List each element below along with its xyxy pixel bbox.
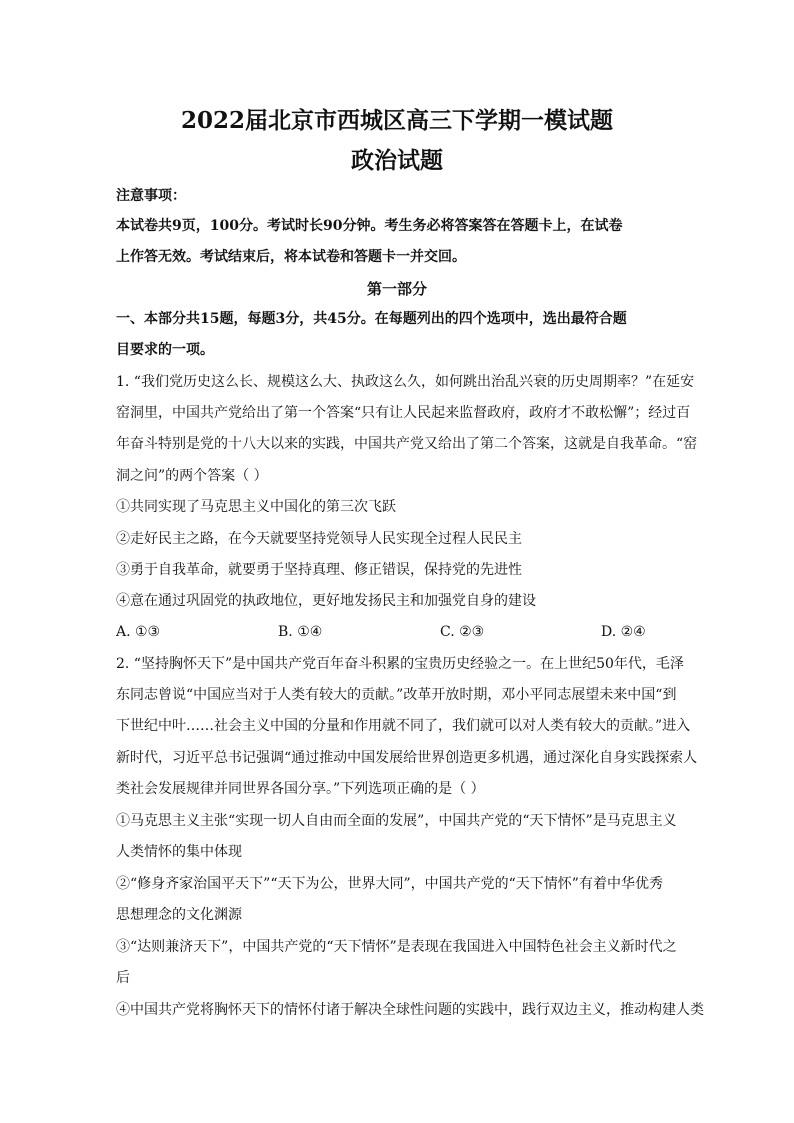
question-item: ③勇于自我革命，就要勇于坚持真理、修正错误，保持党的先进性 [116,562,522,578]
question-item: 后 [116,970,130,986]
question-text: 新时代，习近平总书记强调“通过推动中国发展给世界创造更多机遇，通过深化自身实践探索人 [116,750,698,766]
section-intro: 一、本部分共15题，每题3分，共45分。在每题列出的四个选项中，选出最符合题 [116,311,627,327]
question-text: 东同志曾说“中国应当对于人类有较大的贡献。”改革开放时期，邓小平同志展望未来中国“到 [116,687,677,703]
question-item: ②“修身齐家治国平天下”“天下为公，世界大同”，中国共产党的“天下情怀”有着中华优秀 [116,876,663,892]
question-item: 人类情怀的集中体现 [116,844,242,860]
question-item: ①马克思主义主张“实现一切人自由而全面的发展”，中国共产党的“天下情怀”是马克思主义 [116,813,677,829]
question-text: 类社会发展规律并同世界各国分享。”下列选项正确的是（ ） [116,781,485,797]
notice-line: 上作答无效。考试结束后，将本试卷和答题卡一并交回。 [116,249,466,265]
choice-c: C. ②③ [440,624,485,640]
question-text: 下世纪中叶……社会主义中国的分量和作用就不同了，我们就可以对人类有较大的贡献。”进入 [116,718,691,734]
question-item: ④中国共产党将胸怀天下的情怀付诸于解决全球性问题的实践中，践行双边主义，推动构建人类 [116,1002,704,1018]
question-text: 年奋斗特别是党的十八大以来的实践，中国共产党又给出了第二个答案，这就是自我革命。“窑 [116,436,698,452]
notice-heading: 注意事项： [116,188,186,204]
page-title: 2022届北京市西城区高三下学期一模试题 [180,107,613,134]
question-item: ②走好民主之路，在今天就要坚持党领导人民实现全过程人民民主 [116,531,522,547]
question-item: ③“达则兼济天下”，中国共产党的“天下情怀”是表现在我国进入中国特色社会主义新时代之 [116,939,677,955]
question-item: ①共同实现了马克思主义中国化的第三次飞跃 [116,499,396,515]
question-text: 洞之问”的两个答案（ ） [116,468,268,484]
question-text: 窑洞里，中国共产党给出了第一个答案“只有让人民起来监督政府，政府才不敢松懈”；经过百 [116,405,691,421]
question-item: ④意在通过巩固党的执政地位，更好地发扬民主和加强党自身的建设 [116,593,536,609]
section-title: 第一部分 [366,280,427,298]
choice-d: D. ②④ [601,624,646,640]
question-text: 2. “坚持胸怀天下”是中国共产党百年奋斗积累的宝贵历史经验之一。在上世纪50年代，毛泽 [116,656,684,672]
question-item: 思想理念的文化渊源 [116,907,242,923]
question-text: 1. “我们党历史这么长、规模这么大、执政这么久，如何跳出治乱兴衰的历史周期率？”在延安 [116,374,695,390]
section-intro: 目要求的一项。 [116,342,214,358]
choice-b: B. ①④ [278,624,323,640]
notice-line: 本试卷共9页，100分。考试时长90分钟。考生务必将答案答在答题卡上，在试卷 [116,218,623,234]
page-subtitle: 政治试题 [351,147,443,174]
choice-a: A. ①③ [116,624,161,640]
